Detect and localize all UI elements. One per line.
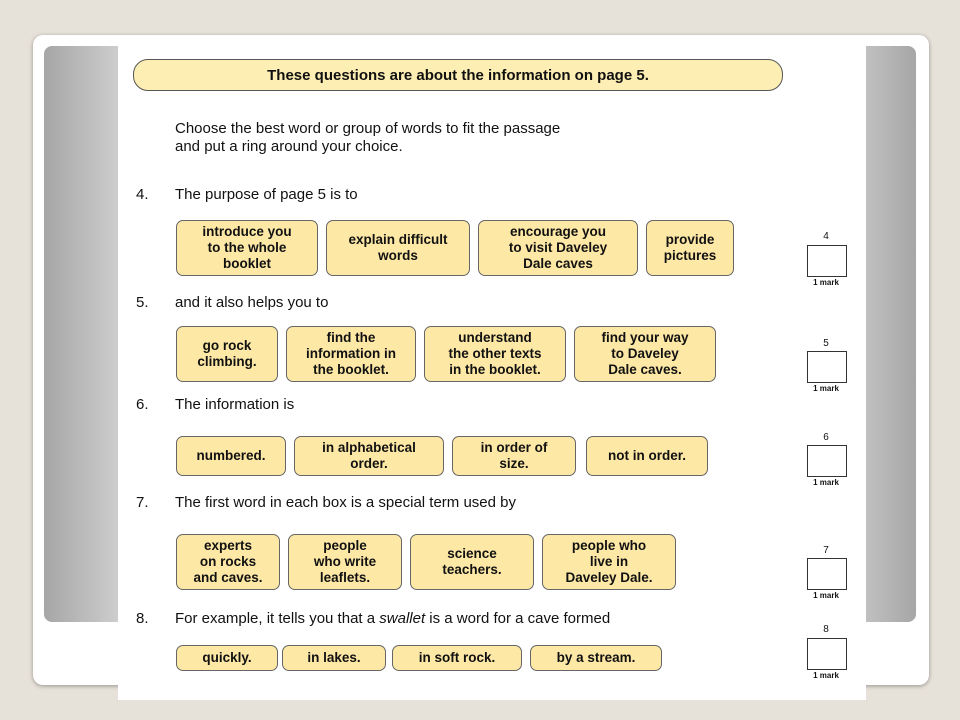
q4-mark-box: [807, 245, 847, 277]
q7-option-2[interactable]: people who write leaflets.: [288, 534, 402, 590]
q5-option-4[interactable]: find your way to Daveley Dale caves.: [574, 326, 716, 382]
q8-option-1[interactable]: quickly.: [176, 645, 278, 671]
q6-mark-box: [807, 445, 847, 477]
q7-option-4[interactable]: people who live in Daveley Dale.: [542, 534, 676, 590]
q4-mark-number: 4: [823, 231, 829, 242]
question-8-number: 8.: [136, 610, 149, 627]
question-6-text: The information is: [175, 396, 295, 413]
q5-option-1[interactable]: go rock climbing.: [176, 326, 278, 382]
q7-option-3[interactable]: science teachers.: [410, 534, 534, 590]
q5-option-2[interactable]: find the information in the booklet.: [286, 326, 416, 382]
section-header: These questions are about the information on page 5.: [133, 59, 783, 91]
q8-option-3[interactable]: in soft rock.: [392, 645, 522, 671]
swallet-term: swallet: [379, 610, 426, 627]
question-7-text: The first word in each box is a special term used by: [175, 494, 516, 511]
q7-option-1[interactable]: experts on rocks and caves.: [176, 534, 280, 590]
q7-mark-number: 7: [823, 545, 829, 556]
q5-mark-box: [807, 351, 847, 383]
q5-mark-label: 1 mark: [813, 384, 839, 393]
q7-mark-label: 1 mark: [813, 591, 839, 600]
question-5-number: 5.: [136, 294, 149, 311]
q6-option-1[interactable]: numbered.: [176, 436, 286, 476]
q5-option-3[interactable]: understand the other texts in the booklet.: [424, 326, 566, 382]
question-8-text: For example, it tells you that a swallet is a word for a cave formed: [175, 610, 611, 627]
q8-mark-label: 1 mark: [813, 671, 839, 680]
q5-mark-number: 5: [823, 338, 829, 349]
q4-option-3[interactable]: encourage you to visit Daveley Dale caves: [478, 220, 638, 276]
q4-option-4[interactable]: provide pictures: [646, 220, 734, 276]
q8-mark-number: 8: [823, 624, 829, 635]
question-7-number: 7.: [136, 494, 149, 511]
q6-mark-label: 1 mark: [813, 478, 839, 487]
q8-mark-box: [807, 638, 847, 670]
q8-option-4[interactable]: by a stream.: [530, 645, 662, 671]
question-4-number: 4.: [136, 186, 149, 203]
q6-option-3[interactable]: in order of size.: [452, 436, 576, 476]
instructions: Choose the best word or group of words to fit the passage and put a ring around your choice.: [175, 120, 561, 155]
question-5-text: and it also helps you to: [175, 294, 329, 311]
q6-option-4[interactable]: not in order.: [586, 436, 708, 476]
q6-mark-number: 6: [823, 432, 829, 443]
q7-mark-box: [807, 558, 847, 590]
q8-option-2[interactable]: in lakes.: [282, 645, 386, 671]
question-4-text: The purpose of page 5 is to: [175, 186, 358, 203]
question-6-number: 6.: [136, 396, 149, 413]
q4-option-1[interactable]: introduce you to the whole booklet: [176, 220, 318, 276]
q4-mark-label: 1 mark: [813, 278, 839, 287]
q4-option-2[interactable]: explain difficult words: [326, 220, 470, 276]
q6-option-2[interactable]: in alphabetical order.: [294, 436, 444, 476]
